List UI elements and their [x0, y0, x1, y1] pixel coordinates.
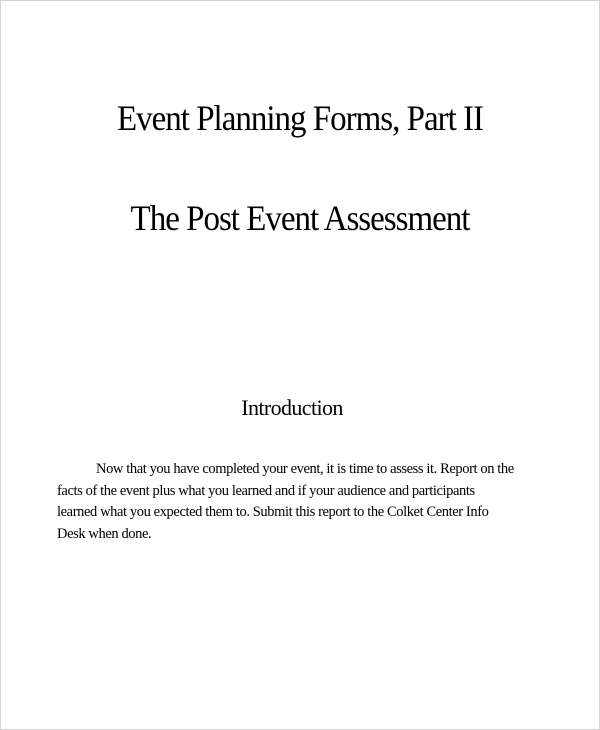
- paragraph-line: Now that you have completed your event, it is time to assess it. Report on the: [96, 461, 514, 477]
- document-subtitle: The Post Event Assessment: [130, 199, 470, 239]
- introduction-paragraph: [57, 459, 535, 545]
- paragraph-line: Desk when done.: [57, 525, 152, 542]
- paragraph-line: learned what you expected them to. Submit this report to the Colket Center Info: [57, 504, 489, 520]
- section-heading-introduction: Introduction: [241, 395, 343, 420]
- paragraph-line: facts of the event plus what you learned and if your audience and participants: [57, 482, 475, 499]
- document-title: Event Planning Forms, Part II: [116, 99, 484, 139]
